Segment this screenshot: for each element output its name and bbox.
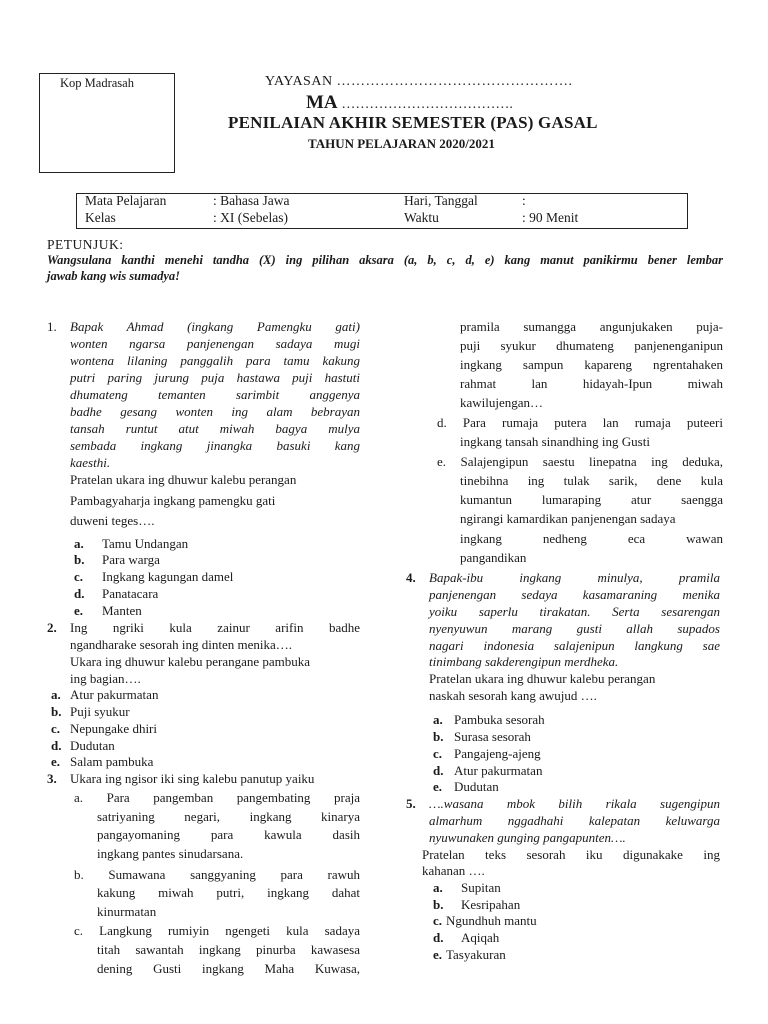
q3-option-a-line[interactable]: pangayomaning para kawula dasih — [97, 827, 360, 842]
q4-option-text[interactable]: Pambuka sesorah — [454, 712, 545, 727]
q4-option-letter[interactable]: b. — [433, 729, 444, 744]
q1-option-text[interactable]: Para warga — [102, 552, 160, 567]
q4-text-line: tinimbang sakderengipun merdheka. — [429, 654, 619, 669]
q4-option-letter[interactable]: c. — [433, 746, 443, 761]
q1-number: 1. — [47, 319, 57, 334]
yayasan-line: YAYASAN …………………………………………. — [265, 74, 573, 89]
q4-number: 4. — [406, 570, 416, 585]
q5-prompt-line: kahanan …. — [422, 863, 485, 878]
q1-option-letter[interactable]: a. — [74, 536, 84, 551]
q2-option-text[interactable]: Puji syukur — [70, 704, 130, 719]
kelas-value: : XI (Sebelas) — [213, 210, 288, 225]
q3-option-c-line[interactable]: pramila sumangga angunjukaken puja- — [460, 319, 723, 334]
q5-option-letter[interactable]: a. — [433, 880, 443, 895]
q3-text-line: Ukara ing ngisor iki sing kalebu panutup yaiku — [70, 771, 315, 786]
q2-option-letter[interactable]: a. — [51, 687, 61, 702]
q1-option-text[interactable]: Tamu Undangan — [102, 536, 189, 551]
q2-option-letter[interactable]: c. — [51, 721, 61, 736]
hari-label: Hari, Tanggal — [404, 193, 478, 208]
q3-option-a-line[interactable]: satriyaning negari, ingkang kinarya — [97, 809, 360, 824]
q5-option-letter[interactable]: c. — [433, 913, 443, 928]
q2-text-line: ngandharake sesorah ing dinten menika…. — [70, 637, 293, 652]
q5-option-letter[interactable]: b. — [433, 897, 444, 912]
q5-option-text[interactable]: Kesripahan — [461, 897, 521, 912]
q4-option-text[interactable]: Surasa sesorah — [454, 729, 531, 744]
kelas-label: Kelas — [85, 210, 116, 225]
q1-text-line: wontena lilaning panggalih para tamu kakung — [70, 353, 360, 368]
exam-title: PENILAIAN AKHIR SEMESTER (PAS) GASAL — [228, 113, 598, 132]
q5-prompt-line: Pratelan teks sesorah iku digunakake ing — [422, 847, 720, 862]
ma-label: MA — [306, 92, 337, 113]
q1-prompt-line: Pratelan ukara ing dhuwur kalebu perangan — [70, 472, 297, 487]
q5-text-line: almarhum nggadhahi kalepatan keluwarga — [429, 813, 720, 828]
q4-prompt-line: Pratelan ukara ing dhuwur kalebu perangan — [429, 671, 656, 686]
q1-text-line: kaesthi. — [70, 455, 111, 470]
q3-option-e-line[interactable]: ingkang nedheng eca wawan — [460, 531, 723, 546]
q1-option-letter[interactable]: b. — [74, 552, 85, 567]
q4-text-line: nagari indonesia salajenipun langkung sae — [429, 638, 720, 653]
q4-text-line: Bapak-ibu ingkang minulya, pramila — [429, 570, 720, 585]
q4-option-text[interactable]: Pangajeng-ajeng — [454, 746, 541, 761]
waktu-label: Waktu — [404, 210, 439, 225]
petunjuk-line-2: jawab kang wis sumadya! — [47, 269, 181, 283]
waktu-value: : 90 Menit — [522, 210, 579, 225]
q5-option-text[interactable]: Aqiqah — [461, 930, 500, 945]
q3-option-c-line[interactable]: rahmat lan hidayah-Ipun miwah — [460, 376, 723, 391]
q3-option-e-line[interactable]: kumantun lumaraping atur saengga — [460, 492, 723, 507]
q1-option-letter[interactable]: e. — [74, 603, 84, 618]
q5-text-line: ….wasana mbok bilih rikala sugengipun — [429, 796, 720, 811]
q1-option-text[interactable]: Ingkang kagungan damel — [102, 569, 234, 584]
q5-option-text[interactable]: Ngundhuh mantu — [446, 913, 537, 928]
ma-line — [306, 92, 513, 114]
q4-option-letter[interactable]: a. — [433, 712, 443, 727]
q2-option-text[interactable]: Nepungake dhiri — [70, 721, 158, 736]
q3-option-c-line[interactable]: kawilujengan… — [460, 395, 544, 410]
q5-option-text[interactable]: Tasyakuran — [446, 947, 506, 962]
q3-option-c-line[interactable]: ingkang sampun kapareng ngrentahaken — [460, 357, 723, 372]
q3-option-e-line[interactable]: tinebihna ing tulak sarik, dene kula — [460, 473, 723, 488]
q3-option-e-line[interactable]: pangandikan — [460, 550, 527, 565]
q1-option-letter[interactable]: c. — [74, 569, 84, 584]
q3-number: 3. — [47, 771, 57, 786]
q4-option-letter[interactable]: e. — [433, 779, 443, 794]
q3-option-b-line[interactable]: kinurmatan — [97, 904, 157, 919]
q1-text-line: sembada ingkang jinangka basuki kang — [70, 438, 360, 453]
q3-option-a-line[interactable]: ingkang pantes sinudarsana. — [97, 846, 244, 861]
ma-dots: ………………………………. — [341, 97, 513, 112]
q5-option-letter[interactable]: d. — [433, 930, 444, 945]
q1-text-line: putri paring jurung puja hastawa puji hastuti — [70, 370, 360, 385]
q3-option-c-line[interactable]: c. Langkung rumiyin ngengeti kula sadaya — [74, 923, 360, 938]
petunjuk-line-1: Wangsulana kanthi menehi tandha (X) ing pilihan aksara (a, b, c, d, e) kang manut panikirmu bener lembar — [47, 253, 723, 267]
q4-option-letter[interactable]: d. — [433, 763, 444, 778]
q1-text-line: Bapak Ahmad (ingkang Pamengku gati) — [70, 319, 360, 334]
mapel-label: Mata Pelajaran — [85, 193, 167, 208]
q1-text-line: badhe gesang wonten ing alam bebrayan — [70, 404, 360, 419]
q1-option-letter[interactable]: d. — [74, 586, 85, 601]
q5-text-line: nyuwunaken gunging pangapunten…. — [429, 830, 626, 845]
academic-year: TAHUN PELAJARAN 2020/2021 — [308, 136, 495, 151]
q4-text-line: panjenengan sedaya kasamaraning menika — [429, 587, 720, 602]
q3-option-e-line[interactable]: e. Salajengipun saestu linepatna ing deduka, — [437, 454, 723, 469]
q4-prompt-line: naskah sesorah kang awujud …. — [429, 688, 597, 703]
q2-text-line: Ukara ing dhuwur kalebu perangane pambuka — [70, 654, 311, 669]
q2-option-text[interactable]: Salam pambuka — [70, 754, 154, 769]
q1-option-text[interactable]: Manten — [102, 603, 142, 618]
kop-madrasah-label: Kop Madrasah — [60, 76, 134, 90]
q5-option-text[interactable]: Supitan — [461, 880, 501, 895]
q2-option-text[interactable]: Atur pakurmatan — [70, 687, 159, 702]
kop-madrasah-box — [39, 73, 175, 173]
q1-text-line: wonten ngarsa panjenengan sadaya mugi — [70, 336, 360, 351]
q3-option-b-line[interactable]: kakung miwah putri, ingkang dahat — [97, 885, 360, 900]
q4-option-text[interactable]: Dudutan — [454, 779, 499, 794]
q4-text-line: nyenyuwun marang gusti allah supados — [429, 621, 720, 636]
q2-option-text[interactable]: Dudutan — [70, 738, 115, 753]
q2-text-line: Ing ngriki kula zainur arifin badhe — [70, 620, 360, 635]
q1-text-line: tansah runtut atut miwah bagya mulya — [70, 421, 360, 436]
petunjuk-title: PETUNJUK: — [47, 237, 124, 252]
q1-prompt-line: duweni teges…. — [70, 513, 155, 528]
q3-option-a-line[interactable]: a. Para pangemban pangembating praja — [74, 790, 360, 805]
q1-prompt-line: Pambagyaharja ingkang pamengku gati — [70, 493, 276, 508]
mapel-value: : Bahasa Jawa — [213, 193, 290, 208]
q2-number: 2. — [47, 620, 57, 635]
exam-info-box — [76, 193, 688, 229]
q2-option-letter[interactable]: e. — [51, 754, 61, 769]
q3-option-e-line[interactable]: ngirangi kamardikan panjenengan sadaya — [460, 511, 676, 526]
q2-option-letter[interactable]: d. — [51, 738, 62, 753]
q5-number: 5. — [406, 796, 416, 811]
q2-text-line: ing bagian…. — [70, 671, 141, 686]
q3-option-c-line[interactable]: titah sawantah ingkang pinurba kawasesa — [97, 942, 360, 957]
q3-option-d-line[interactable]: d. Para rumaja putera lan rumaja puteeri — [437, 415, 723, 430]
q3-option-c-line[interactable]: dening Gusti ingkang Maha Kuwasa, — [97, 961, 360, 976]
q4-text-line: yoiku saperlu tirakatan. Serta sesarengan — [429, 604, 720, 619]
q3-option-b-line[interactable]: b. Sumawana sanggyaning para rawuh — [74, 867, 360, 882]
q3-option-c-line[interactable]: puji syukur dhumateng panjenenganipun — [460, 338, 723, 353]
q1-text-line: dhumateng temanten sarimbit anggenya — [70, 387, 360, 402]
q2-option-letter[interactable]: b. — [51, 704, 62, 719]
q1-option-text[interactable]: Panatacara — [102, 586, 159, 601]
q5-option-letter[interactable]: e. — [433, 947, 443, 962]
hari-value: : — [522, 193, 526, 208]
q4-option-text[interactable]: Atur pakurmatan — [454, 763, 543, 778]
q3-option-d-line[interactable]: ingkang tansah sinandhing ing Gusti — [460, 434, 650, 449]
